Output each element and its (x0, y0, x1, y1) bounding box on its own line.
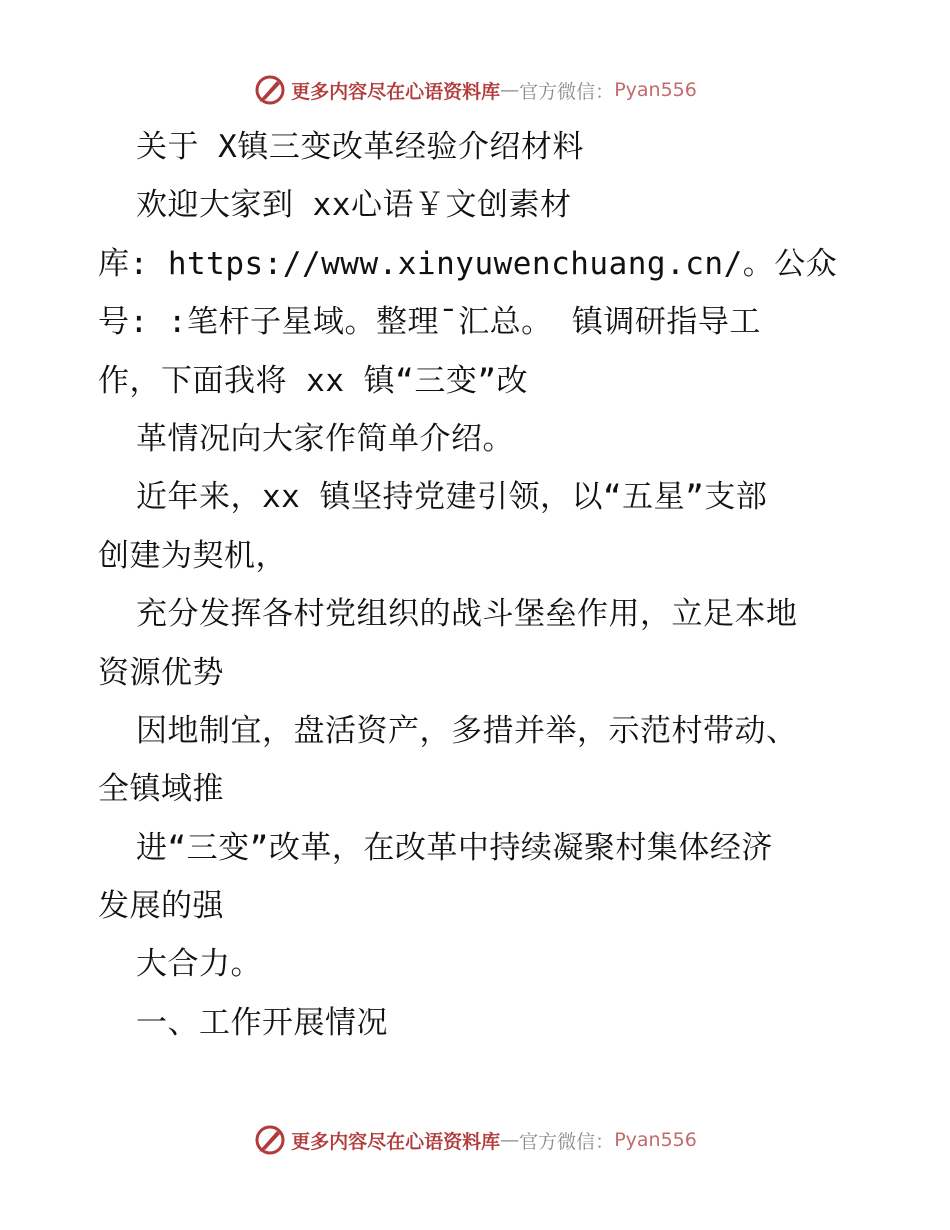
header-banner (0, 70, 950, 110)
text-line: 全镇域推 (98, 771, 224, 808)
pen-logo-icon (253, 1123, 287, 1157)
text-line: 资源优势 (98, 654, 224, 691)
text-line: 关于 X镇三变改革经验介绍材料 (136, 129, 584, 165)
banner-main-text: 更多内容尽在心语资料库 (291, 1130, 501, 1153)
banner-dash: — (500, 79, 520, 101)
text-line: 近年来，xx 镇坚持党建引领，以“五星”支部 (136, 479, 768, 516)
pen-logo-icon (253, 73, 287, 107)
text-line: 库: https://www.xinyuwenchuang.cn/。公众 (98, 245, 838, 282)
banner-dash: — (500, 1129, 520, 1151)
footer-banner (0, 1120, 950, 1160)
section-heading: 一、工作开展情况 (136, 1004, 388, 1041)
banner-label: 官方微信： (519, 1130, 615, 1153)
text-line: 作，下面我将 xx 镇“三变”改 (98, 362, 528, 399)
banner-wechat-id: Pyan556 (614, 79, 697, 101)
text-line: 创建为契机， (98, 537, 287, 574)
banner-wechat-id: Pyan556 (614, 1129, 697, 1151)
text-line: 充分发挥各村党组织的战斗堡垒作用，立足本地 (136, 596, 798, 633)
text-line: 号: :笔杆子星域。整理¯汇总。 镇调研指导工 (98, 304, 761, 341)
text-line: 革情况向大家作简单介绍。 (136, 420, 514, 457)
text-line: 因地制宜，盘活资产，多措并举，示范村带动、 (136, 712, 798, 749)
banner-main-text: 更多内容尽在心语资料库 (291, 80, 501, 103)
text-line: 进“三变”改革，在改革中持续凝聚村集体经济 (136, 829, 773, 866)
text-line: 欢迎大家到 xx心语￥文创素材 (136, 187, 572, 224)
text-line: 发展的强 (98, 888, 224, 925)
text-line: 大合力。 (136, 946, 262, 983)
banner-label: 官方微信： (519, 80, 615, 103)
document-body (98, 118, 898, 1052)
